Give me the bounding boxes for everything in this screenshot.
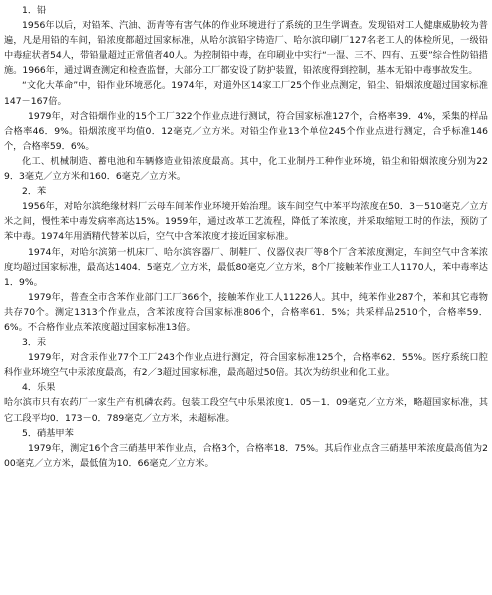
paragraph: 1956年，对哈尔滨绝缘材料厂云母车间苯作业环境开始治理。该车间空气中苯平均浓度在50．3－510毫克／立方米之间，慢性苯中毒发病率高达15%。1959年，通过改革工艺流程，降低了苯浓度，并采取缩短工时的作法，预防了苯中毒。1974年用酒精代替苯以后，空气中含苯浓度才接近国家标准。	[4, 201, 488, 243]
paragraph: 1979年，对含汞作业77个工厂243个作业点进行测定，符合国家标准125个，合格率62．55%。医疗系统口腔科作业环境空气中汞浓度最高，有2／3超过国家标准，最高超过50倍。其次为纺织业和化工业。	[4, 352, 488, 379]
section-title-lead: 1．铅	[22, 5, 47, 16]
section-title-mercury: 3．汞	[22, 337, 47, 349]
paragraph: 1979年，普查全市含苯作业部门工厂366个，接触苯作业工人11226人。其中，纯苯作业287个，苯和其它毒物共存70个。测定1313个作业点，含苯浓度符合国家标准806个，合格率61．5%；共采样品2510个，合格率59．6%。不合格作业点苯浓度超过国家标准13倍。	[4, 291, 488, 333]
paragraph: 1956年以后，对铅苯、汽油、沥青等有害气体的作业环境进行了系统的卫生学调查。发现铅对工人健康威胁较为普遍，凡是用铅的车间，铅浓度都超过国家标准，从哈尔滨铅字铸造厂、哈尔滨印刷厂127名老工人的体检所见，一级铅中毒症状者54人，带铅量超过正常值者40人。为控制铅中毒，在印刷业中实行“一湿、三不、四有、五要”综合性防铅措施。1966年，通过调查测定和检查监督，大部分工厂都安设了防护装置，铅浓度得到控制，基本无铅中毒事故发生。	[4, 20, 488, 77]
section-title-benzene: 2．苯	[22, 186, 47, 198]
paragraph: 1979年，测定16个含三硝基甲苯作业点，合格3个，合格率18．75%。其后作业点含三硝基甲苯浓度最高值为200毫克／立方米，最低值为10．66毫克／立方米。	[4, 442, 488, 469]
paragraph: 化工、机械制造、蓄电池和车辆修造业铅浓度最高。其中，化工业制丹工种作业环境，铅尘和铅烟浓度分别为229．3毫克／立方米和160．6毫克／立方米。	[4, 155, 488, 183]
section-title-nitrotoluene: 5．硝基甲苯	[22, 427, 74, 439]
paragraph: 1974年，对哈尔滨第一机床厂、哈尔滨容器厂、制鞋厂、仪器仪表厂等8个厂含苯浓度测定，车间空气中含苯浓度均超过国家标准，最高达1404．5毫克／立方米，最低80毫克／立方米，8个厂接触苯作业工人1170人，苯中毒率达1．9%。	[4, 246, 488, 288]
section-title-dimethoate: 4．乐果	[22, 382, 56, 394]
paragraph: 哈尔滨市只有农药厂一家生产有机磷农药。包装工段空气中乐果浓度1．05－1．09毫克／立方米，略超国家标准，其它工段平均0．173－0．789毫克／立方米，未超标准。	[4, 397, 488, 424]
paragraph: “文化大革命”中，铅作业环境恶化。1974年，对道外区14家工厂25个作业点测定，铅尘、铅烟浓度超过国家标准147－167倍。	[4, 80, 488, 107]
paragraph: 1979年，对含铅烟作业的15个工厂322个作业点进行测试，符合国家标准127个，合格率39．4%，采集的样品合格率46．9%。铅烟浓度平均值0．12毫克／立方米。对铅尘作业13个单位245个作业点进行测定，合乎标准146个，合格率59．6%。	[4, 110, 488, 152]
